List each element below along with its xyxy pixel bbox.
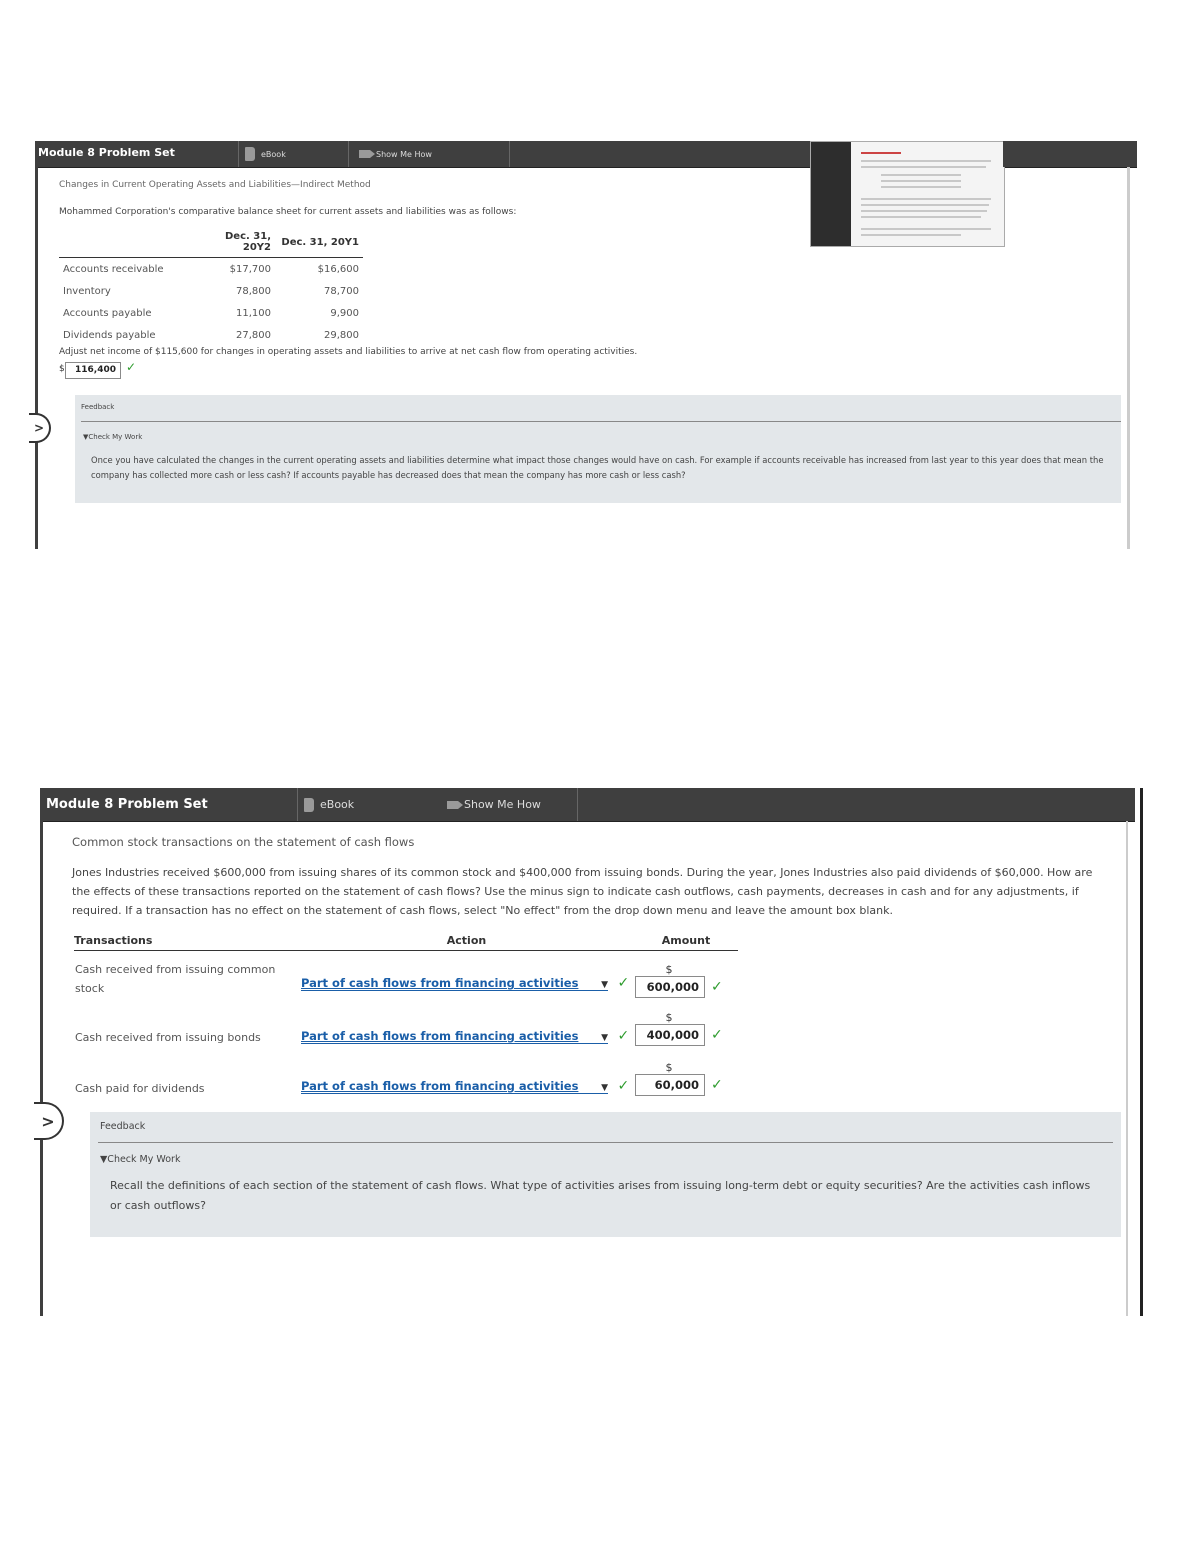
check-icon: ✓ [126,360,137,374]
dropdown-arrow-icon: ▼ [601,1083,608,1093]
problem-panel-2 [40,788,1143,1316]
thumbnail-line [861,234,961,236]
amount-cell [634,1005,738,1055]
balance-sheet-table [59,229,363,346]
thumbnail-sidebar [811,142,851,246]
feedback-panel [75,395,1121,503]
transaction-label: Cash received from issuing common stock [75,963,276,995]
cell-20y1: 78,700 [324,285,359,297]
table-row [59,302,363,324]
table-header-row [74,934,738,951]
table-row [59,258,363,281]
question-text: Adjust net income of $115,600 for changes in operating assets and liabilities to arrive at net cash flow from operating activities. [59,347,638,357]
thumbnail-line [881,186,961,188]
problem-panel-1 [35,141,1137,549]
thumbnail-line [861,204,989,206]
video-icon [447,801,458,809]
thumbnail-line [861,228,991,230]
table-row [59,324,363,346]
right-border [1140,788,1143,1316]
thumbnail-line [861,160,991,162]
action-dropdown[interactable] [301,1079,608,1094]
row-label: Dividends payable [63,329,156,341]
cell-20y2: $17,700 [229,263,271,275]
show-me-how-tab[interactable] [435,788,578,821]
feedback-title: Feedback [81,403,115,411]
dollar-sign: $ [665,1060,673,1074]
check-icon: ✓ [617,1078,630,1094]
column-header: Transactions [74,934,299,951]
ebook-label: eBook [320,798,355,811]
amount-input[interactable]: 60,000 [635,1074,705,1096]
amount-cell [634,951,738,1005]
module-title: Module 8 Problem Set [38,146,175,159]
check-icon: ✓ [711,979,723,995]
right-border [1127,167,1130,549]
feedback-text: Once you have calculated the changes in the current operating assets and liabilities determine what impact those changes would have on cash. For example if accounts receivable has increased from last year to this year does that mean the company has collected more cash or less cash? If accounts payable has decreased does that mean the company has more cash or less cash? [91,455,1104,480]
transactions-table [74,934,738,1105]
show-me-how-label: Show Me How [376,149,432,159]
column-header: Dec. 31, 20Y2 [197,229,275,258]
dropdown-arrow-icon: ▼ [601,1033,608,1043]
thumbnail-line [861,198,991,200]
feedback-panel [90,1112,1121,1237]
problem-intro: Mohammed Corporation's comparative balance sheet for current assets and liabilities was as follows: [59,207,517,217]
column-header: Amount [634,934,738,951]
problem-heading: Changes in Current Operating Assets and Liabilities—Indirect Method [59,180,371,190]
action-dropdown[interactable] [301,1029,608,1044]
ebook-icon [245,147,255,161]
thumbnail-line [881,174,961,176]
cell-20y1: 29,800 [324,329,359,341]
dollar-sign: $ [59,364,65,374]
video-icon [359,150,370,158]
action-dropdown-value: Part of cash flows from financing activities [301,1029,579,1043]
ebook-preview-thumbnail[interactable] [810,141,1005,247]
left-border [40,821,43,1316]
table-row [59,280,363,302]
row-label: Accounts receivable [63,263,164,275]
action-dropdown-value: Part of cash flows from financing activities [301,1079,579,1093]
table-header-row [59,229,363,258]
chevron-right-icon[interactable]: > [29,413,51,443]
check-icon: ✓ [711,1076,723,1093]
inner-right-border [1126,821,1128,1316]
column-header [59,229,197,258]
cell-20y1: $16,600 [317,263,359,275]
dropdown-arrow-icon: ▼ [601,980,608,991]
check-icon: ✓ [711,1026,723,1043]
table-row [74,951,738,1005]
cell-20y2: 27,800 [236,329,271,341]
feedback-title: Feedback [100,1121,146,1132]
ebook-tab[interactable] [238,141,353,167]
thumbnail-line [861,166,986,168]
ebook-label: eBook [261,149,286,159]
feedback-text: Recall the definitions of each section of the statement of cash flows. What type of activities arises from issuing long-term debt or equity securities? Are the activities cash inflows or cash outflows? [110,1179,1091,1213]
column-header: Dec. 31, 20Y1 [275,229,363,258]
action-cell [299,951,634,1005]
row-label: Inventory [63,285,111,297]
ebook-icon [304,798,314,812]
module-header [40,788,1135,822]
action-dropdown-value: Part of cash flows from financing activities [301,976,579,991]
module-title: Module 8 Problem Set [46,797,208,812]
problem-intro: Jones Industries received $600,000 from issuing shares of its common stock and $400,000 from issuing bonds. During the year, Jones Industries also paid dividends of $60,000. How are the effects of these transactions reported on the statement of cash flows? Use the minus sign to indicate cash outflows, cash payments, decreases in cash and for any adjustments, if required. If a transaction has no effect on the statement of cash flows, select "No effect" from the drop down menu and leave the amount box blank. [72,866,1093,917]
check-my-work-toggle[interactable]: ▼Check My Work [100,1154,181,1165]
check-icon: ✓ [617,975,630,992]
cell-20y1: 9,900 [330,307,359,319]
check-my-work-toggle[interactable]: ▼Check My Work [83,433,143,441]
thumbnail-line [861,216,981,218]
table-row [74,1005,738,1055]
table-row [74,1055,738,1105]
cell-20y2: 78,800 [236,285,271,297]
show-me-how-tab[interactable] [348,141,510,167]
row-label: Accounts payable [63,307,152,319]
cell-20y2: 11,100 [236,307,271,319]
net-cash-flow-input[interactable]: 116,400 [65,362,121,379]
amount-input[interactable]: 600,000 [635,976,705,998]
amount-cell [634,1055,738,1105]
amount-input[interactable]: 400,000 [635,1024,705,1046]
left-border [35,167,38,549]
feedback-divider [81,421,1121,422]
chevron-right-icon[interactable]: > [34,1102,64,1140]
thumbnail-line [861,210,987,212]
feedback-divider [98,1142,1113,1143]
header-bar-extension [1003,141,1129,167]
thumbnail-line [881,180,961,182]
column-header: Action [299,934,634,951]
dollar-sign: $ [665,1010,673,1024]
thumbnail-line [861,152,901,154]
action-cell [299,1005,634,1055]
check-icon: ✓ [617,1028,630,1044]
transaction-label: Cash received from issuing bonds [75,1030,261,1044]
ebook-tab[interactable] [297,788,434,821]
show-me-how-label: Show Me How [464,798,541,811]
dollar-sign: $ [665,963,673,976]
action-dropdown[interactable] [301,976,608,991]
action-cell [299,1055,634,1105]
problem-heading: Common stock transactions on the statement of cash flows [72,835,415,849]
transaction-label: Cash paid for dividends [75,1081,205,1095]
